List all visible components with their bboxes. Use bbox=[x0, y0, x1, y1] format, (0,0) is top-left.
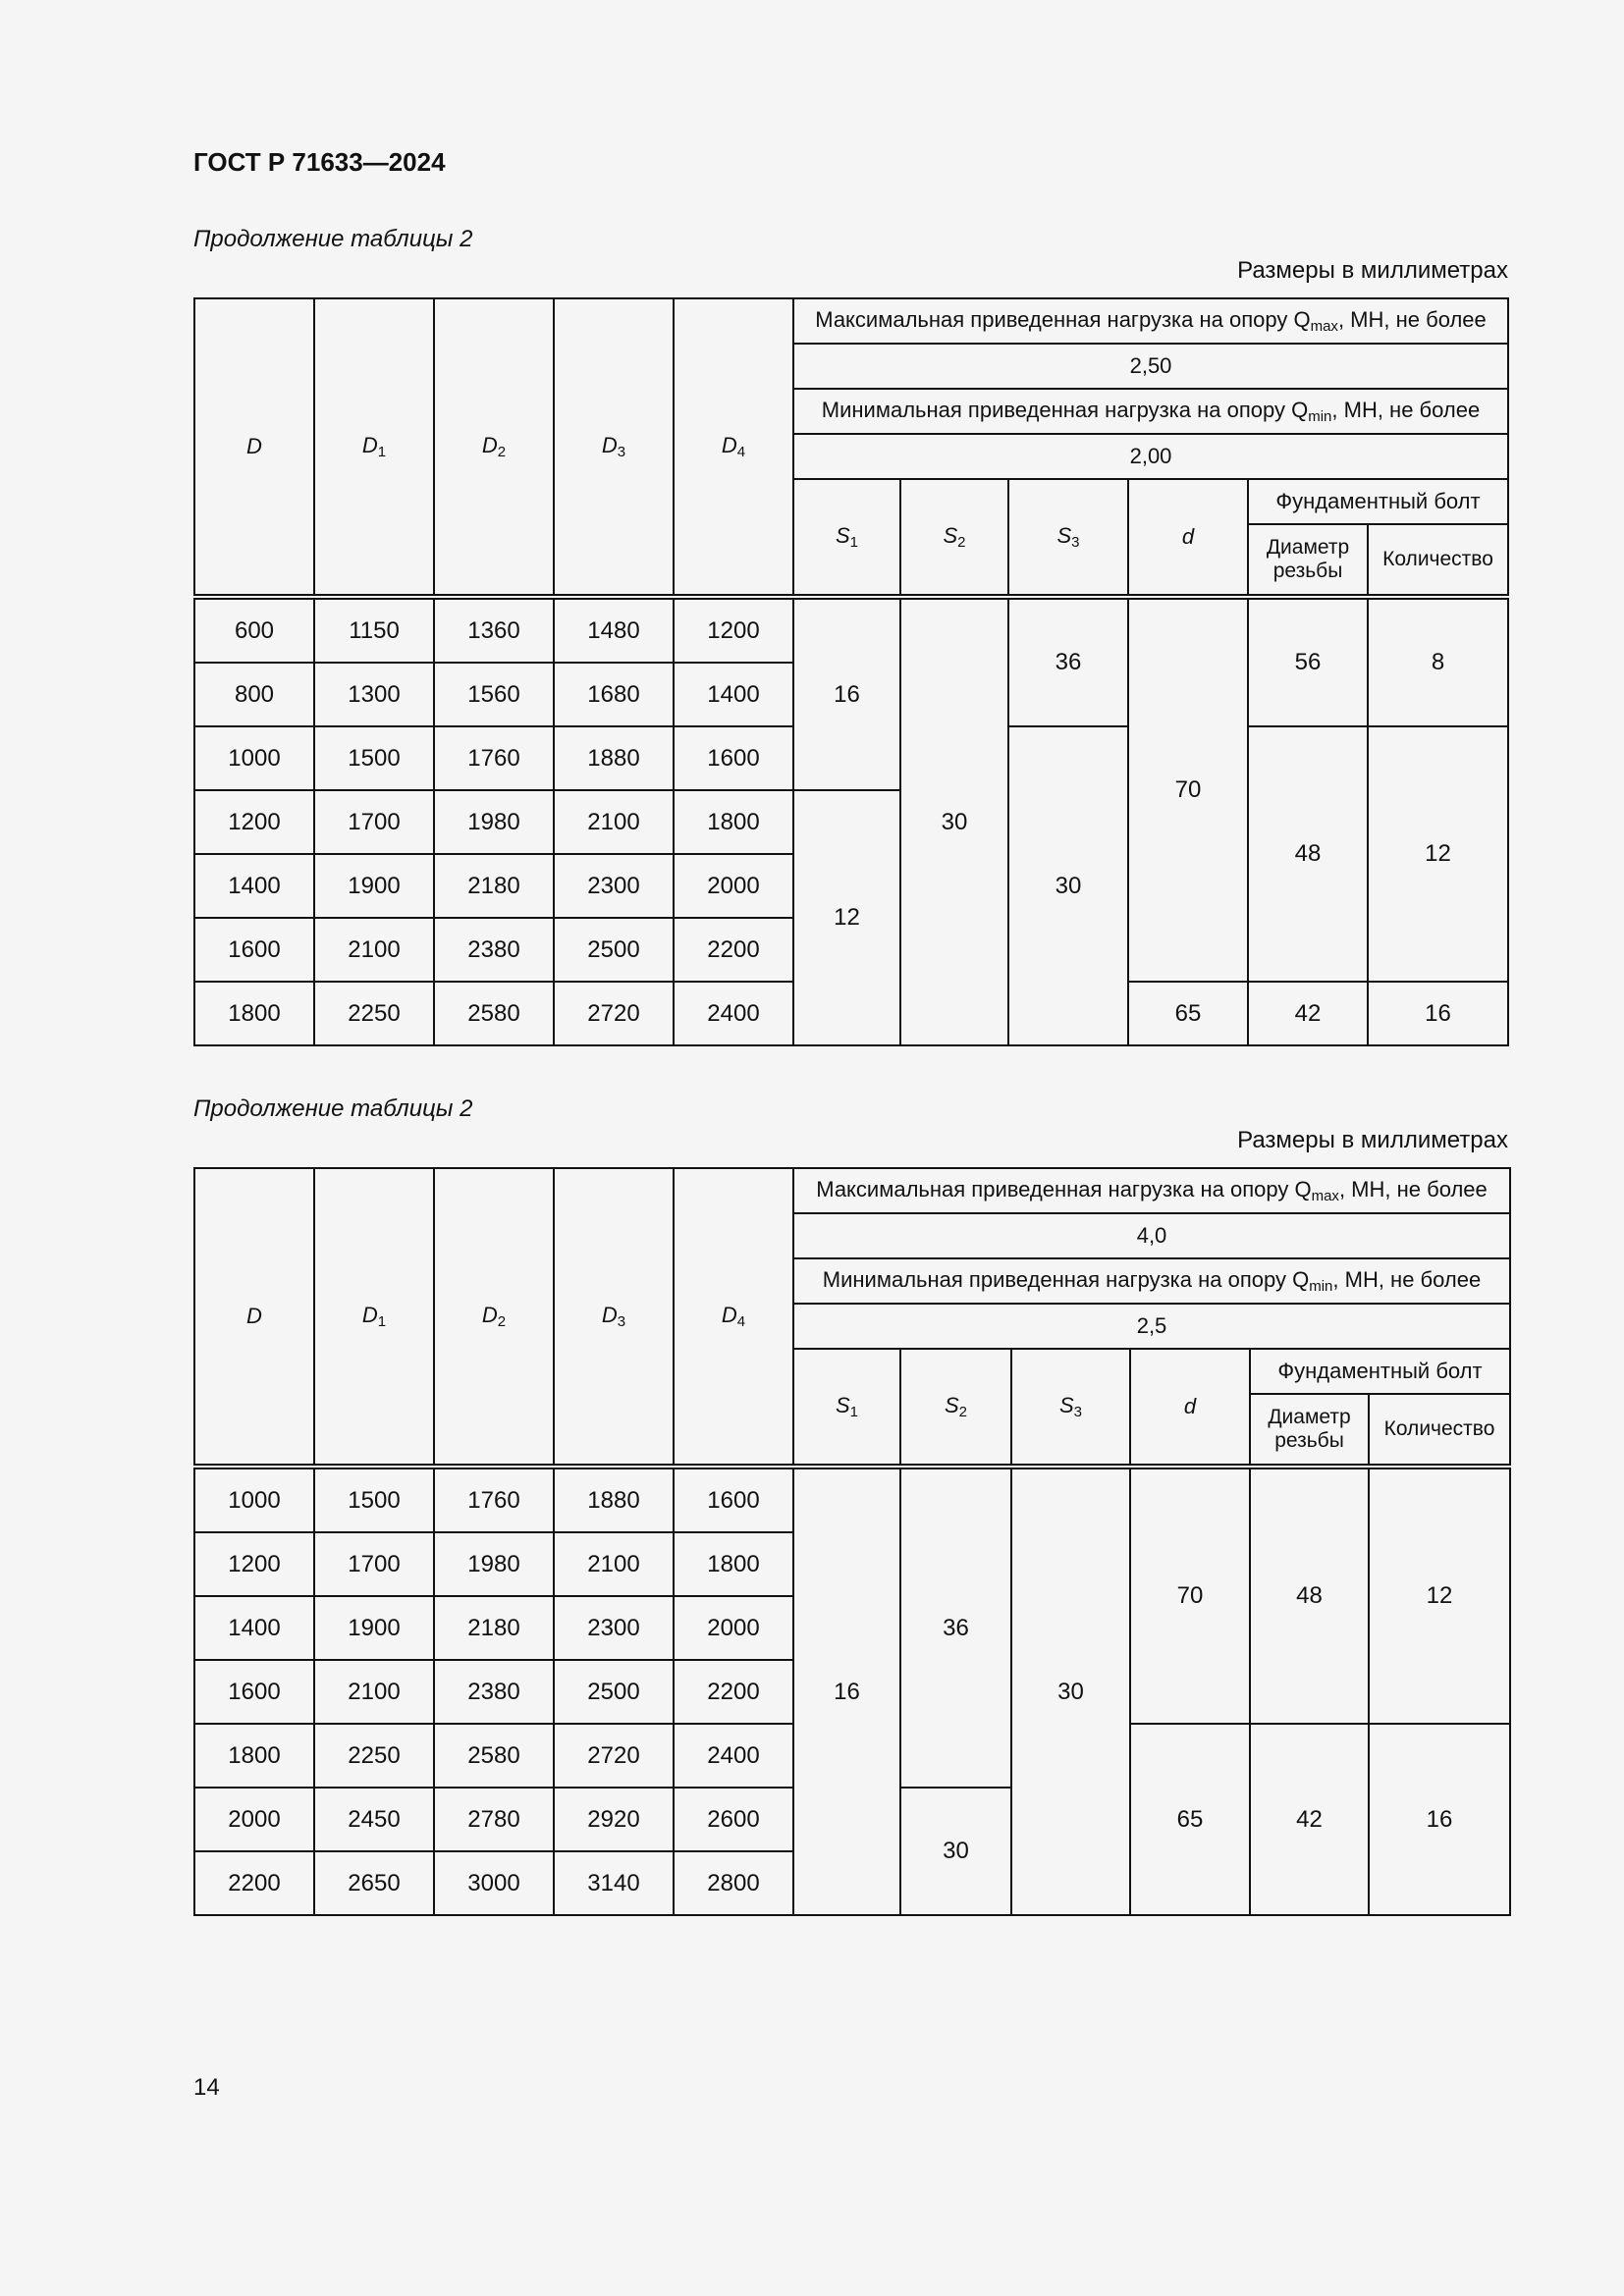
cell-D4: 2600 bbox=[674, 1788, 793, 1851]
col-header-D1: $D_1$ bbox=[314, 1168, 434, 1467]
cell-D1: 2100 bbox=[314, 1660, 434, 1724]
cell-D1: 2100 bbox=[314, 918, 434, 982]
cell-D2: 2380 bbox=[434, 918, 554, 982]
col-header-S2: $S_2$ bbox=[900, 1349, 1011, 1467]
cell-D3: 2920 bbox=[554, 1788, 674, 1851]
cell-D2: 2180 bbox=[434, 854, 554, 918]
cell-D4: 1800 bbox=[674, 1532, 793, 1596]
cell-D: 1600 bbox=[194, 918, 314, 982]
cell-D3: 1880 bbox=[554, 726, 674, 790]
cell-bolt-count: 8 bbox=[1368, 597, 1508, 726]
cell-D3: 1880 bbox=[554, 1467, 674, 1532]
cell-D1: 1500 bbox=[314, 1467, 434, 1532]
cell-D4: 2800 bbox=[674, 1851, 793, 1915]
cell-d: 70 bbox=[1130, 1467, 1250, 1724]
table-1 bbox=[193, 297, 1509, 1046]
qmax-value: 4,0 bbox=[793, 1213, 1510, 1258]
cell-D1: 2650 bbox=[314, 1851, 434, 1915]
cell-D: 1400 bbox=[194, 1596, 314, 1660]
cell-D3: 3140 bbox=[554, 1851, 674, 1915]
col-header-D4: $D_4$ bbox=[674, 1168, 793, 1467]
cell-D3: 2720 bbox=[554, 982, 674, 1045]
cell-S1: 12 bbox=[793, 790, 900, 1045]
cell-bolt-count: 12 bbox=[1368, 726, 1508, 982]
cell-D3: 1680 bbox=[554, 663, 674, 726]
cell-D2: 2180 bbox=[434, 1596, 554, 1660]
col-header-D: D bbox=[194, 298, 314, 597]
qmin-header: Минимальная приведенная нагрузка на опору $Q_{min}$, МН, не более bbox=[793, 1258, 1510, 1304]
col-header-D2: $D_2$ bbox=[434, 298, 554, 597]
col-header-D: D bbox=[194, 1168, 314, 1467]
bolt-count-header: Количество bbox=[1368, 524, 1508, 597]
col-header-S3: $S_3$ bbox=[1008, 479, 1128, 597]
cell-D1: 1700 bbox=[314, 1532, 434, 1596]
cell-D: 1800 bbox=[194, 1724, 314, 1788]
col-header-D1: $D_1$ bbox=[314, 298, 434, 597]
table-2-units: Размеры в миллиметрах bbox=[1237, 1127, 1508, 1153]
cell-D2: 1980 bbox=[434, 1532, 554, 1596]
cell-bolt-count: 16 bbox=[1368, 982, 1508, 1045]
cell-D4: 1600 bbox=[674, 1467, 793, 1532]
cell-D1: 1700 bbox=[314, 790, 434, 854]
col-header-D2: $D_2$ bbox=[434, 1168, 554, 1467]
col-header-S3: $S_3$ bbox=[1011, 1349, 1130, 1467]
cell-d: 65 bbox=[1130, 1724, 1250, 1915]
page-number: 14 bbox=[193, 2074, 220, 2101]
cell-D2: 1980 bbox=[434, 790, 554, 854]
bolt-count-header: Количество bbox=[1369, 1394, 1510, 1467]
cell-D2: 1760 bbox=[434, 1467, 554, 1532]
cell-D: 1600 bbox=[194, 1660, 314, 1724]
cell-D4: 2000 bbox=[674, 854, 793, 918]
cell-D2: 1360 bbox=[434, 597, 554, 663]
qmin-value: 2,5 bbox=[793, 1304, 1510, 1349]
bolt-diameter-header: Диаметр резьбы bbox=[1248, 524, 1368, 597]
bolt-diameter-header: Диаметр резьбы bbox=[1250, 1394, 1369, 1467]
cell-S2: 30 bbox=[900, 597, 1008, 1045]
cell-D4: 2200 bbox=[674, 918, 793, 982]
cell-D: 2200 bbox=[194, 1851, 314, 1915]
cell-D2: 2580 bbox=[434, 982, 554, 1045]
cell-D: 1200 bbox=[194, 1532, 314, 1596]
cell-S2: 36 bbox=[900, 1467, 1011, 1788]
cell-D1: 1150 bbox=[314, 597, 434, 663]
cell-D4: 1800 bbox=[674, 790, 793, 854]
cell-D2: 2780 bbox=[434, 1788, 554, 1851]
cell-S1: 16 bbox=[793, 1467, 900, 1915]
document-title: ГОСТ Р 71633—2024 bbox=[193, 147, 446, 177]
col-header-S2: $S_2$ bbox=[900, 479, 1008, 597]
cell-D4: 2400 bbox=[674, 982, 793, 1045]
cell-D3: 2720 bbox=[554, 1724, 674, 1788]
bolt-header: Фундаментный болт bbox=[1250, 1349, 1510, 1394]
cell-D3: 2500 bbox=[554, 1660, 674, 1724]
cell-D: 600 bbox=[194, 597, 314, 663]
col-header-S1: $S_1$ bbox=[793, 479, 900, 597]
cell-D: 1400 bbox=[194, 854, 314, 918]
cell-bolt-diameter: 42 bbox=[1248, 982, 1368, 1045]
cell-D3: 2300 bbox=[554, 854, 674, 918]
col-header-S1: $S_1$ bbox=[793, 1349, 900, 1467]
table-1-caption: Продолжение таблицы 2 bbox=[193, 226, 473, 252]
cell-D2: 2580 bbox=[434, 1724, 554, 1788]
cell-D1: 1900 bbox=[314, 1596, 434, 1660]
cell-S2: 30 bbox=[900, 1788, 1011, 1915]
cell-D1: 1500 bbox=[314, 726, 434, 790]
col-header-D4: $D_4$ bbox=[674, 298, 793, 597]
cell-D3: 2300 bbox=[554, 1596, 674, 1660]
cell-D4: 2200 bbox=[674, 1660, 793, 1724]
qmax-value: 2,50 bbox=[793, 344, 1508, 389]
cell-D3: 2100 bbox=[554, 1532, 674, 1596]
cell-D4: 1400 bbox=[674, 663, 793, 726]
qmin-value: 2,00 bbox=[793, 434, 1508, 479]
cell-bolt-diameter: 48 bbox=[1248, 726, 1368, 982]
cell-D2: 3000 bbox=[434, 1851, 554, 1915]
table-row bbox=[194, 1467, 1510, 1532]
cell-S3: 36 bbox=[1008, 597, 1128, 726]
cell-S1: 16 bbox=[793, 597, 900, 790]
cell-bolt-count: 16 bbox=[1369, 1724, 1510, 1915]
cell-D1: 2250 bbox=[314, 982, 434, 1045]
cell-D4: 1200 bbox=[674, 597, 793, 663]
cell-D2: 2380 bbox=[434, 1660, 554, 1724]
qmax-header: Максимальная приведенная нагрузка на опору $Q_{max}$, МН, не более bbox=[793, 1168, 1510, 1213]
table-2-caption: Продолжение таблицы 2 bbox=[193, 1095, 473, 1122]
table-2 bbox=[193, 1167, 1511, 1916]
cell-bolt-diameter: 48 bbox=[1250, 1467, 1369, 1724]
cell-D1: 2250 bbox=[314, 1724, 434, 1788]
col-header-D3: $D_3$ bbox=[554, 1168, 674, 1467]
cell-D: 1800 bbox=[194, 982, 314, 1045]
cell-D3: 2500 bbox=[554, 918, 674, 982]
qmax-header: Максимальная приведенная нагрузка на опору $Q_{max}$, МН, не более bbox=[793, 298, 1508, 344]
cell-D: 1000 bbox=[194, 1467, 314, 1532]
table-1-units: Размеры в миллиметрах bbox=[1237, 257, 1508, 284]
bolt-header: Фундаментный болт bbox=[1248, 479, 1508, 524]
qmin-header: Минимальная приведенная нагрузка на опору $Q_{min}$, МН, не более bbox=[793, 389, 1508, 434]
cell-bolt-diameter: 42 bbox=[1250, 1724, 1369, 1915]
cell-D4: 2000 bbox=[674, 1596, 793, 1660]
cell-D4: 2400 bbox=[674, 1724, 793, 1788]
cell-D: 800 bbox=[194, 663, 314, 726]
cell-S3: 30 bbox=[1008, 726, 1128, 1045]
cell-bolt-count: 12 bbox=[1369, 1467, 1510, 1724]
cell-D: 1000 bbox=[194, 726, 314, 790]
cell-D: 2000 bbox=[194, 1788, 314, 1851]
cell-D4: 1600 bbox=[674, 726, 793, 790]
table-row bbox=[194, 597, 1508, 663]
cell-D2: 1760 bbox=[434, 726, 554, 790]
cell-bolt-diameter: 56 bbox=[1248, 597, 1368, 726]
cell-D: 1200 bbox=[194, 790, 314, 854]
cell-D1: 1300 bbox=[314, 663, 434, 726]
col-header-D3: $D_3$ bbox=[554, 298, 674, 597]
cell-D1: 2450 bbox=[314, 1788, 434, 1851]
cell-D3: 1480 bbox=[554, 597, 674, 663]
cell-d: 65 bbox=[1128, 982, 1248, 1045]
cell-D3: 2100 bbox=[554, 790, 674, 854]
cell-S3: 30 bbox=[1011, 1467, 1130, 1915]
cell-D1: 1900 bbox=[314, 854, 434, 918]
col-header-d: d bbox=[1130, 1349, 1250, 1467]
col-header-d: d bbox=[1128, 479, 1248, 597]
cell-d: 70 bbox=[1128, 597, 1248, 982]
cell-D2: 1560 bbox=[434, 663, 554, 726]
